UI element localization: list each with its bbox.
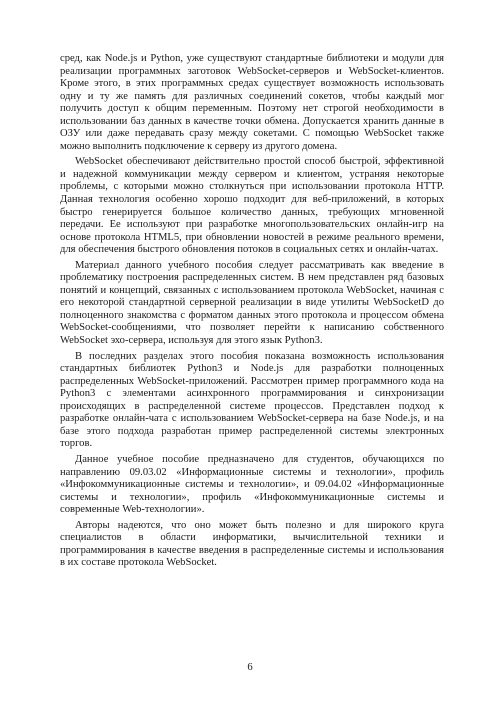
paragraph-3: Материал данного учебного пособия следует рассматривать как введение в проблематику построения распределенных систем. В нем представлен ряд базовых понятий и концепций, связанных с использованием протокола WebSocket, начиная с его некоторой стандартной серверной реализации в виде утилиты WebSocketD до полноценного знакомства с форматом данных этого протокола и процессом обмена WebSocket-сообщениями, что позволяет перейти к написанию собственного WebSocket эхо-сервера, используя для этого язык Python3. [60,259,444,347]
paragraph-4: В последних разделах этого пособия показана возможность использования стандартных библиотек Python3 и Node.js для разработки полноценных распределенных WebSocket-приложений. Рассмотрен пример программного кода на Python3 с элементами асинхронного программирования и синхронизации происходящих в распределенной системе процессов. Представлен подход к разработке онлайн-чата с использованием WebSocket-сервера на базе Node.js, и на базе этого подхода разработан пример распределенной системы электронных торгов. [60,350,444,450]
page-number: 6 [247,662,253,673]
page-body [60,53,444,573]
paragraph-5: Данное учебное пособие предназначено для студентов, обучающихся по направлению 09.03.02 «Информационные системы и технологии», профиль «Инфокоммуникационные системы и технологии», и 09.04.02 «Информационные системы и технологии», профиль «Инфокоммуникационные системы и современные Web-технологии». [60,453,444,516]
paragraph-6: Авторы надеются, что оно может быть полезно и для широкого круга специалистов в области информатики, вычислительной техники и программирования в качестве введения в распределенные системы и использования в их составе протокола WebSocket. [60,519,444,569]
paragraph-2: WebSocket обеспечивают действительно простой способ быстрой, эффективной и надежной коммуникации между сервером и клиентом, устраняя некоторые проблемы, с которыми можно столкнуться при использовании протокола HTTP. Данная технология особенно хорошо подходит для веб-приложений, в которых быстро генерируется большое количество данных, требующих мгновенной передачи. Ее используют при разработке многопользовательских онлайн-игр на основе протокола HTML5, при обновлении новостей в режиме реального времени, для обеспечения быстрого обновления потоков в социальных сетях и онлайн-чатах. [60,156,444,256]
paragraph-1: сред, как Node.js и Python, уже существуют стандартные библиотеки и модули для реализации программных заготовок WebSocket-серверов и WebSocket-клиентов. Кроме этого, в этих программных средах существует возможность использовать одну и ту же память для различных соединений сокетов, чтобы каждый мог получить доступ к общим переменным. Поэтому нет строгой необходимости в использовании баз данных в качестве точки обмена. Допускается хранить данные в ОЗУ или даже передавать сразу между сокетами. С помощью WebSocket также можно выполнить подключение к серверу из другого домена. [60,53,444,152]
